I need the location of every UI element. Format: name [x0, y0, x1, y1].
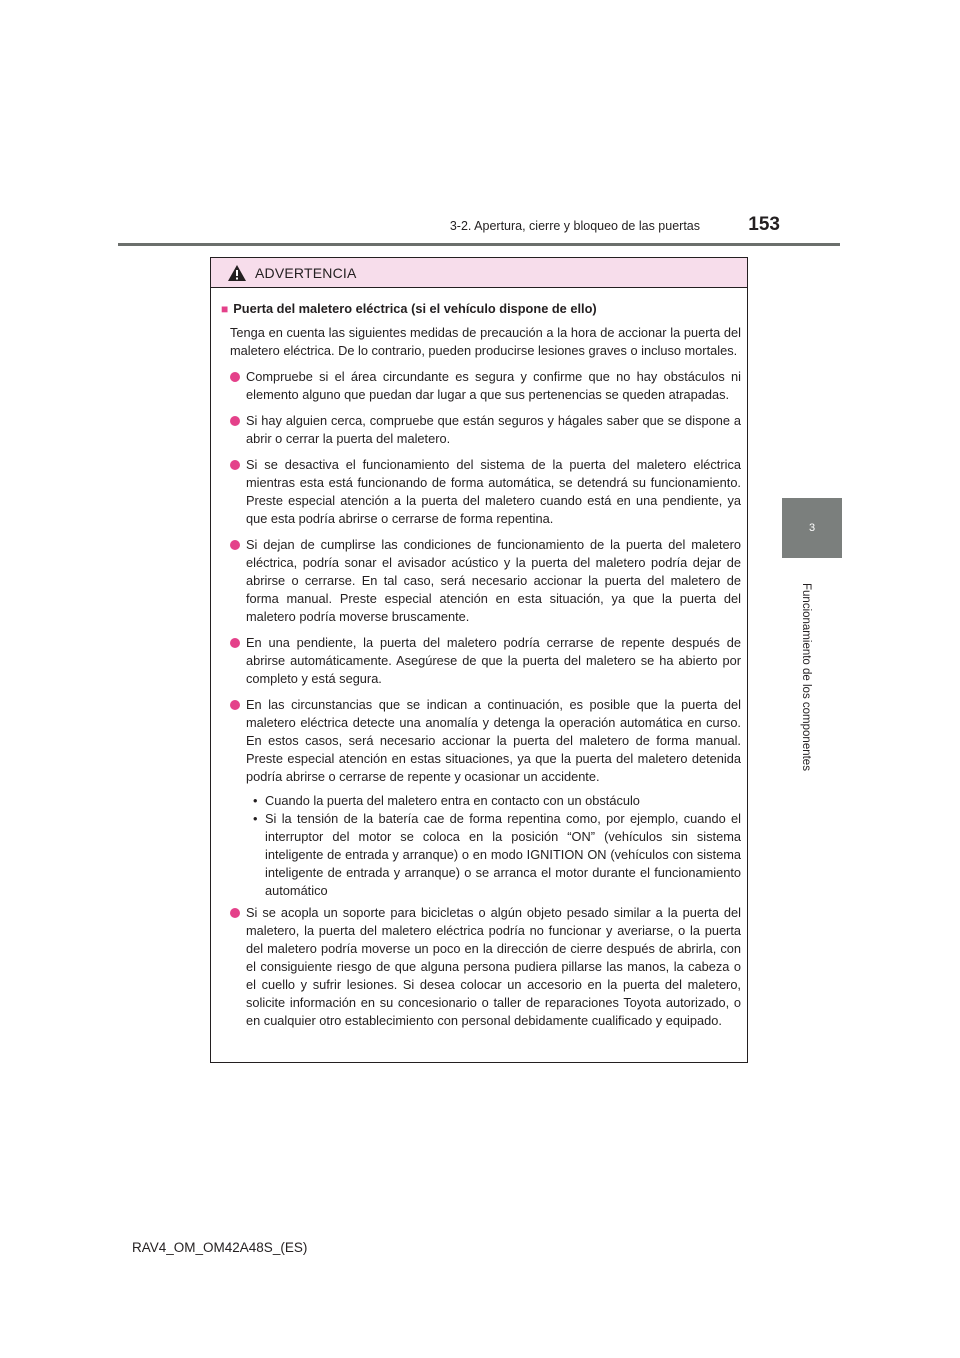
chapter-tab: 3 [782, 498, 842, 558]
sub-list-item [253, 810, 741, 900]
list-item [221, 904, 741, 1030]
square-bullet: ■ [221, 302, 229, 316]
list-item-text: Si se desactiva el funcionamiento del sistema de la puerta del maletero eléctrica mientras esta está funcionando de forma automática, se detendrá su funcionamiento. Preste especial atención a la puerta del maletero cuando está en una pendiente, ya que esta podría abrirse o cerrarse de forma repentina. [246, 457, 741, 526]
bullet-dot [230, 638, 240, 648]
bullet-dot [230, 460, 240, 470]
sub-list-item [253, 792, 741, 810]
sub-list-item-text: Si la tensión de la batería cae de forma repentina como, por ejemplo, cuando el interruptor del motor se coloca en la posición “ON” (vehículos sin sistema inteligente de entrada y arranque) o en modo IGNITION ON (vehículos con sistema inteligente de entrada y arranque) o se arranca el motor durante el funcionamiento automático [265, 811, 741, 898]
sub-list-item-text: Cuando la puerta del maletero entra en contacto con un obstáculo [265, 793, 640, 808]
page-number: 153 [748, 214, 780, 235]
list-item [221, 634, 741, 688]
sub-bullet: • [253, 811, 258, 826]
bullet-dot [230, 908, 240, 918]
header-rule [118, 243, 840, 246]
section-heading [221, 300, 741, 318]
list-item-text: En una pendiente, la puerta del maletero podría cerrarse de repente después de abrirse automáticamente. Asegúrese de que la puerta del maletero se ha abierto por completo y está segura. [246, 635, 741, 686]
list-item [221, 696, 741, 786]
list-item [221, 412, 741, 448]
list-item [221, 456, 741, 528]
bullet-dot [230, 700, 240, 710]
warning-triangle-icon [227, 264, 247, 282]
sub-list [253, 792, 741, 900]
warning-body [211, 288, 747, 1030]
bullet-dot [230, 540, 240, 550]
list-item-text: Si dejan de cumplirse las condiciones de funcionamiento de la puerta del maletero eléctrica, podría sonar el avisador acústico y la puerta del maletero podría dejar de abrirse o cerrarse. En tal caso, será necesario accionar la puerta del maletero de forma manual. Preste especial atención en esta situación, ya que la puerta del maletero podría moverse bruscamente. [246, 537, 741, 624]
warning-title: ADVERTENCIA [255, 264, 357, 281]
section-heading-text: Puerta del maletero eléctrica (si el vehículo dispone de ello) [233, 301, 597, 316]
bullet-dot [230, 416, 240, 426]
list-item-text: Si se acopla un soporte para bicicletas o algún objeto pesado similar a la puerta del maletero, la puerta del maletero eléctrica podría no funcionar y averiarse, o la puerta del maletero podría moverse un poco en la dirección de cierre después de abrirla, con el consiguiente riesgo de que alguna persona pudiera pillarse las manos, la cabeza o el cuello y sufrir lesiones. Si desea colocar un accesorio en la puerta del maletero, solicite información en su concesionario o taller de reparaciones Toyota autorizado, o en cualquier otro establecimiento con personal debidamente cualificado y equipado. [246, 905, 741, 1028]
list-item-text: En las circunstancias que se indican a continuación, es posible que la puerta del maletero eléctrica detecte una anomalía y detenga la operación automática en curso. En estos casos, será necesario accionar la puerta del maletero de forma manual. Preste especial atención en estas situaciones, ya que la puerta del maletero detenida podría abrirse o cerrarse de repente y ocasionar un accidente. [246, 697, 741, 784]
warning-box [210, 257, 748, 1063]
header-section-title: 3-2. Apertura, cierre y bloqueo de las puertas [449, 219, 700, 233]
list-item-text: Compruebe si el área circundante es segura y confirme que no hay obstáculos ni elemento alguno que puedan dar lugar a que sus pertenencias se queden atrapadas. [246, 369, 741, 402]
chapter-title-vertical: Funcionamiento de los componentes [800, 583, 812, 771]
list-item-text: Si hay alguien cerca, compruebe que están seguros y hágales saber que se dispone a abrir o cerrar la puerta del maletero. [246, 413, 741, 446]
sub-bullet: • [253, 793, 258, 808]
intro-paragraph: Tenga en cuenta las siguientes medidas de precaución a la hora de accionar la puerta del maletero eléctrica. De lo contrario, pueden producirse lesiones graves o incluso mortales. [230, 325, 741, 358]
warning-header [211, 258, 747, 288]
list-item [221, 536, 741, 626]
list-item [221, 368, 741, 404]
document-code: RAV4_OM_OM42A48S_(ES) [132, 1240, 308, 1255]
bullet-dot [230, 372, 240, 382]
